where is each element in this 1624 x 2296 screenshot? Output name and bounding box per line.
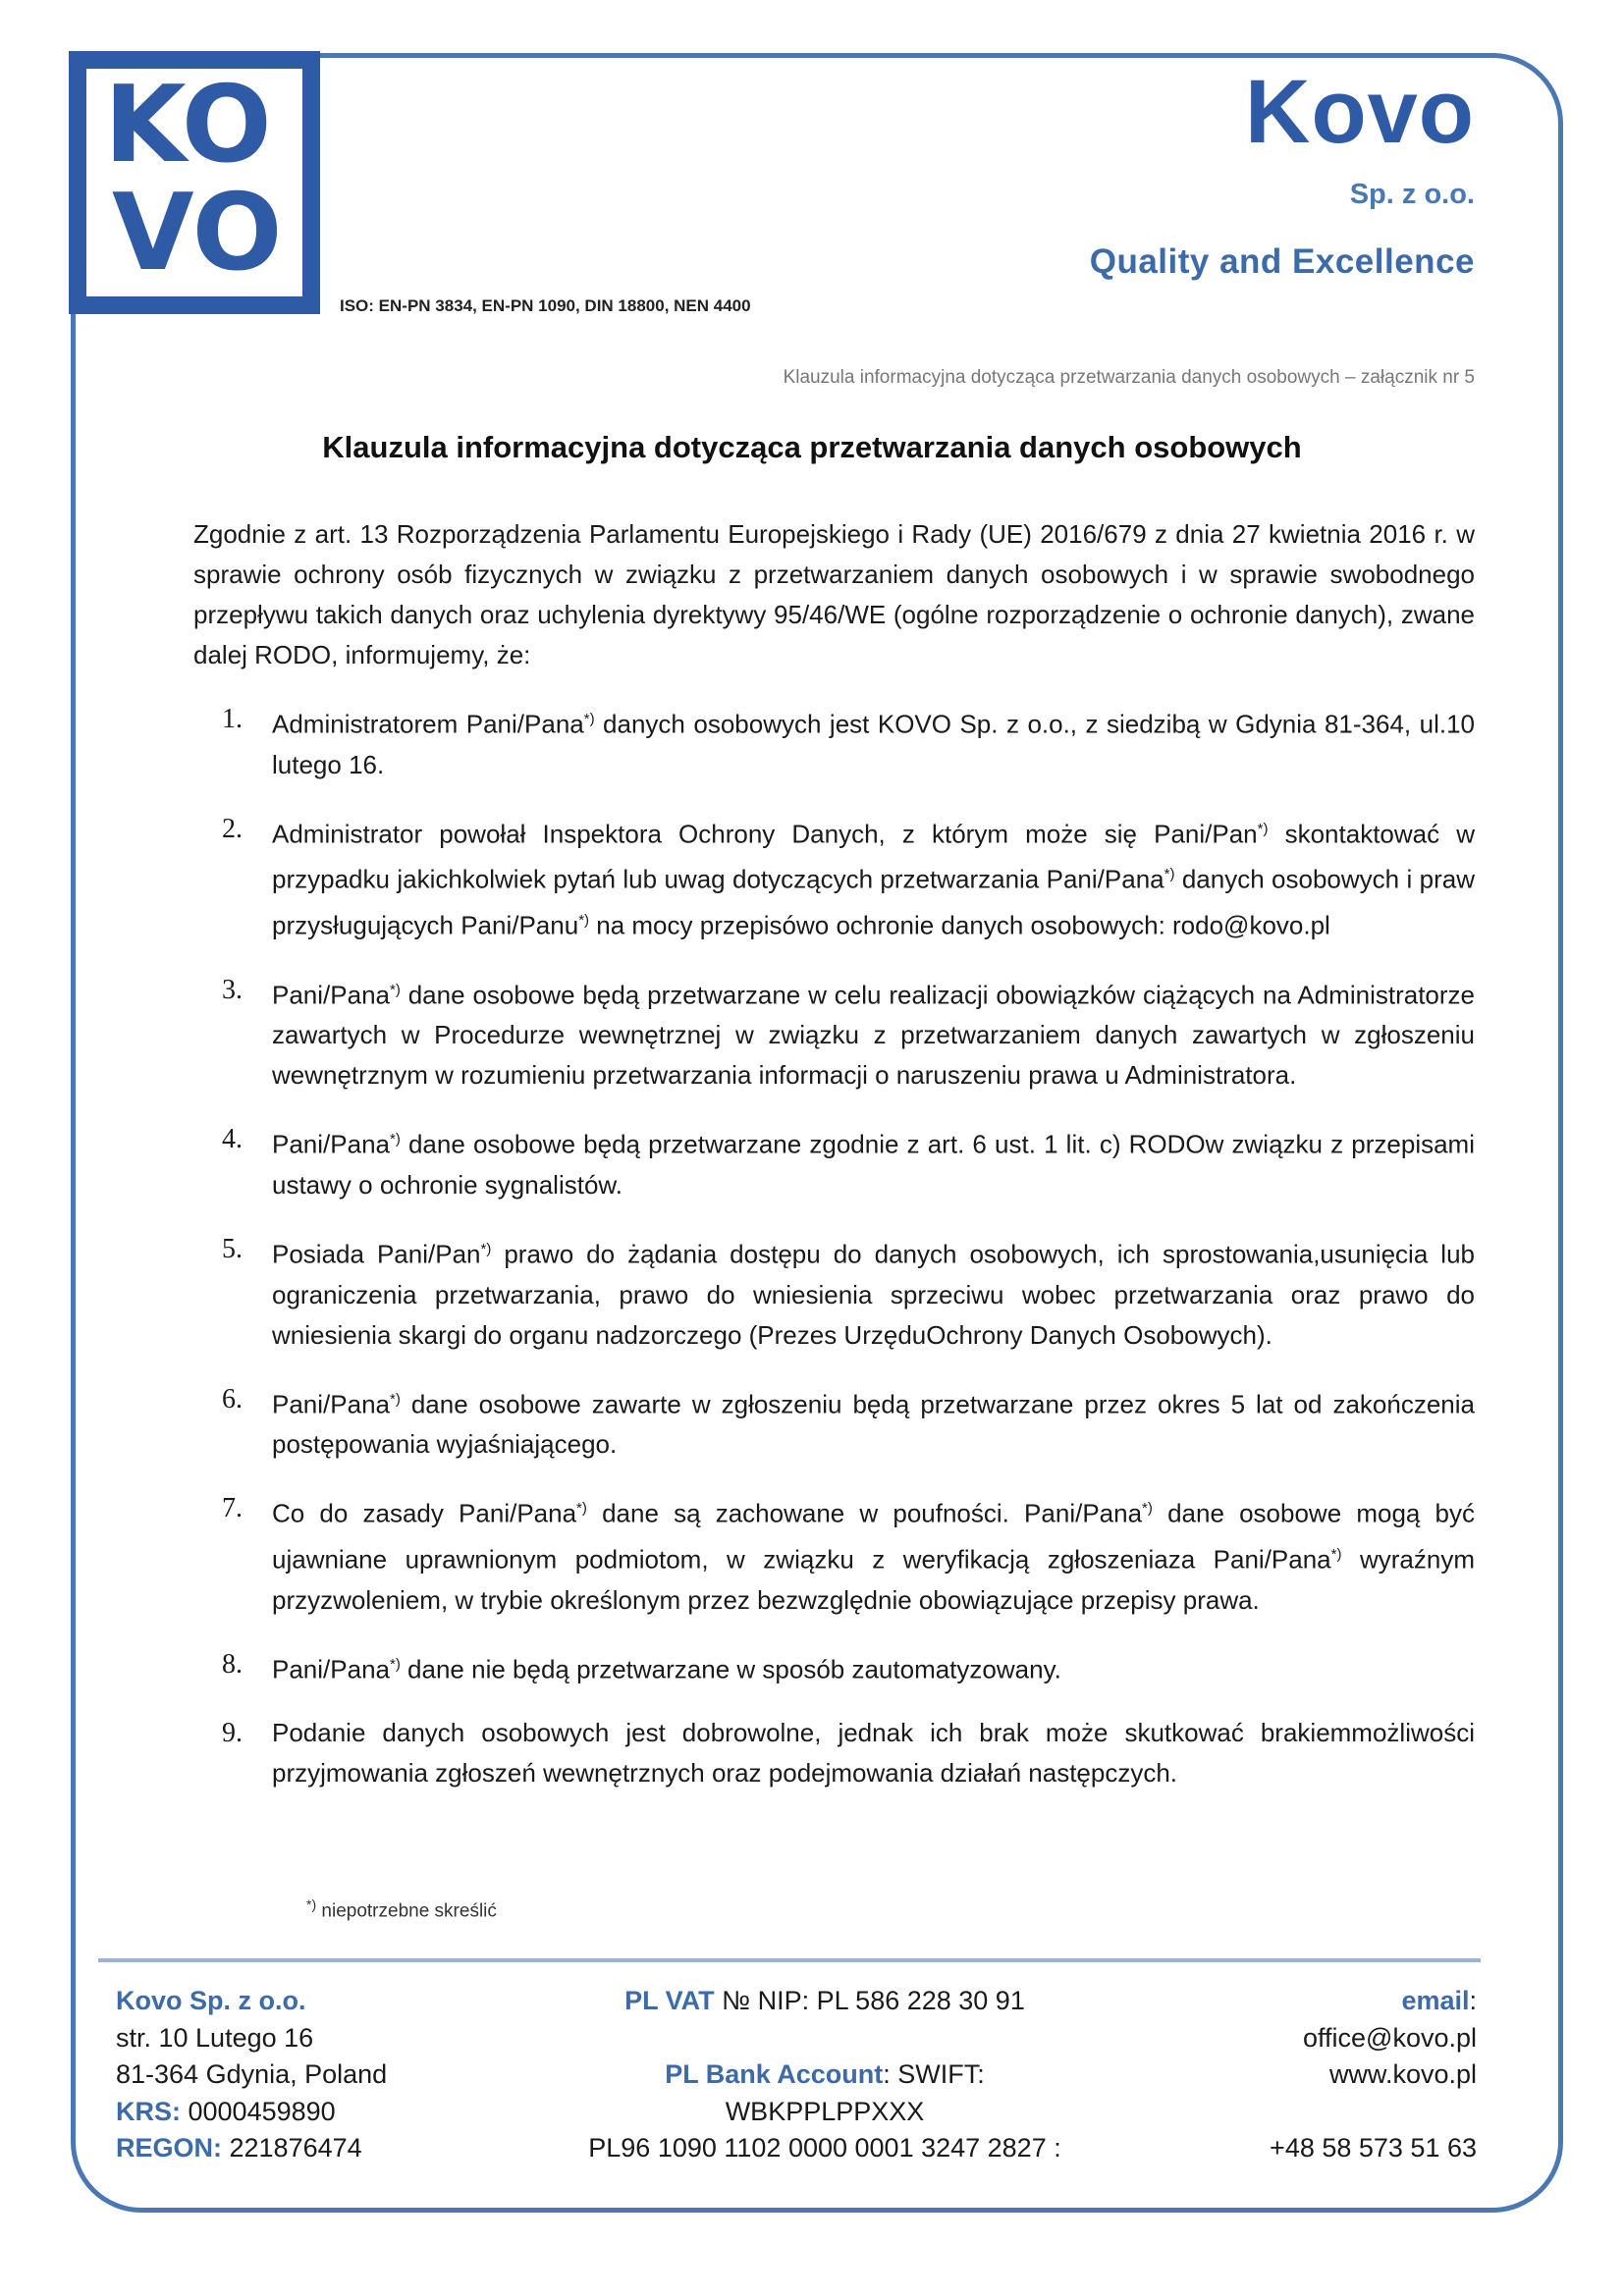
list-item [193, 1488, 1475, 1620]
item-text: dane osobowe zawarte w zgłoszeniu będą przetwarzane przez okres 5 lat od zakończenia postępowania wyjaśniającego. [272, 1389, 1475, 1460]
footer-phone: +48 58 573 51 63 [1270, 2133, 1477, 2163]
regon-value: 221876474 [222, 2133, 362, 2163]
footer-krs [116, 2094, 387, 2131]
krs-value: 0000459890 [181, 2096, 336, 2126]
item-text: dane osobowe mogą być ujawniane uprawnionym podmiotom, w związku z weryfikacją zgłoszeniaza Pani/Pana [272, 1498, 1475, 1575]
footer-divider [98, 1958, 1481, 1962]
logo-letters-bottom: VO [112, 172, 283, 294]
regon-label: REGON: [116, 2133, 222, 2163]
item-number: 4. [222, 1124, 243, 1155]
krs-label: KRS: [116, 2096, 181, 2126]
website-link[interactable]: www.kovo.pl [1328, 2059, 1477, 2089]
list-item [193, 1713, 1475, 1793]
brand-tagline: Quality and Excellence [1089, 242, 1475, 281]
list-item [193, 1379, 1475, 1466]
vat-value: № NIP: PL 586 228 30 91 [714, 1986, 1025, 2015]
footnote-mark: *) [389, 1131, 401, 1148]
footnote-mark: *) [389, 1390, 401, 1408]
item-text: na mocy przepisówo ochronie danych osobowych: rodo@kovo.pl [589, 910, 1330, 940]
footnote-mark: *) [1257, 820, 1269, 837]
footer-bank [579, 2056, 1070, 2130]
kovo-logo [69, 51, 320, 314]
footnote-mark: *) [480, 1240, 492, 1257]
footnote-mark: *) [1164, 866, 1175, 883]
item-text: danych osobowych i praw przysługujących Pani/Panu [272, 864, 1475, 940]
list-item [193, 1229, 1475, 1356]
footer-city: 81-364 Gdynia, Poland [116, 2059, 388, 2089]
item-number: 8. [222, 1648, 243, 1680]
footnote-mark: *) [1330, 1545, 1342, 1563]
clause-list [193, 699, 1475, 1817]
footnote-mark: *) [389, 981, 401, 998]
footnote-mark: *) [1142, 1500, 1153, 1518]
footer-address [116, 1983, 387, 2167]
footer-contact [1270, 1983, 1477, 2167]
item-text: dane nie będą przetwarzane w sposób zautomatyzowany. [400, 1654, 1061, 1684]
item-text: skontaktować w przypadku jakichkolwiek pytań lub uwag dotyczących przetwarzania Pani/Pana [272, 819, 1475, 894]
item-text: Administratorem Pani/Pana [272, 709, 584, 739]
footer-financial [579, 1983, 1070, 2167]
item-text: Pani/Pana [272, 1129, 390, 1159]
footer-regon [116, 2130, 387, 2167]
item-number: 1. [222, 704, 243, 734]
item-text: Pani/Pana [272, 980, 390, 1010]
item-text: Podanie danych osobowych jest dobrowolne, jednak ich brak może skutkować brakiemmożliwości przyjmowania zgłoszeń wewnętrznych oraz podejmowania działań następczych. [272, 1718, 1475, 1789]
footnote-mark: *) [578, 911, 590, 929]
attachment-note: Klauzula informacyjna dotycząca przetwarzania danych osobowych – załącznik nr 5 [783, 367, 1475, 388]
bank-label: PL Bank Account [665, 2059, 884, 2089]
item-number: 5. [222, 1233, 243, 1264]
brand-legal-form: Sp. z o.o. [1349, 179, 1475, 210]
document-title: Klauzula informacyjna dotycząca przetwarzania danych osobowych [322, 430, 1302, 464]
list-item [193, 970, 1475, 1096]
footer-street: str. 10 Lutego 16 [116, 2022, 314, 2053]
list-item [193, 1644, 1475, 1690]
footnote-text: niepotrzebne skreślić [316, 1900, 497, 1922]
item-text: prawo do żądania dostępu do danych osobowych, ich sprostowania,usunięcia lub ograniczenia przetwarzania, prawo do wniesienia sprzeciwu wobec przetwarzania oraz prawo do wniesienia skargi do organu nadzorczego (Prezes UrzęduOchrony Danych Osobowych). [272, 1239, 1475, 1350]
item-text: dane osobowe będą przetwarzane zgodnie z art. 6 ust. 1 lit. c) RODOw związku z przepisami ustawy o ochronie sygnalistów. [272, 1129, 1475, 1200]
item-text: Co do zasady Pani/Pana [272, 1498, 577, 1528]
item-text: danych osobowych jest KOVO Sp. z o.o., z siedzibą w Gdynia 81-364, ul.10 lutego 16. [272, 709, 1475, 779]
list-item [193, 809, 1475, 946]
item-number: 9. [222, 1718, 243, 1749]
item-text: Pani/Pana [272, 1654, 390, 1684]
footnote-mark: *) [306, 1896, 317, 1912]
footnote-mark: *) [389, 1655, 401, 1673]
company-brand [1089, 62, 1475, 282]
swift-value: : SWIFT: WBKPPLPPXXX [725, 2059, 985, 2126]
item-text: Pani/Pana [272, 1389, 390, 1419]
email-link[interactable]: office@kovo.pl [1302, 2022, 1477, 2053]
brand-name: Kovo [1245, 62, 1475, 162]
item-text: Posiada Pani/Pan [272, 1239, 481, 1269]
footer-iban: PL96 1090 1102 0000 0001 3247 2827 : [588, 2133, 1061, 2163]
footer-email-label [1270, 1983, 1477, 2020]
item-text: dane są zachowane w poufności. Pani/Pana [586, 1498, 1143, 1528]
email-label: email [1401, 1986, 1470, 2015]
item-number: 3. [222, 974, 243, 1005]
email-colon: : [1469, 1986, 1477, 2015]
item-number: 7. [222, 1493, 243, 1524]
list-item [193, 699, 1475, 785]
footnote-mark: *) [583, 711, 595, 727]
list-item [193, 1119, 1475, 1205]
footnote-mark: *) [576, 1500, 587, 1518]
intro-paragraph: Zgodnie z art. 13 Rozporządzenia Parlamentu Europejskiego i Rady (UE) 2016/679 z dnia 27 kwietnia 2016 r. w sprawie ochrony osób fizycznych w związku z przetwarzaniem danych osobowych i w sprawie swobodnego przepływu takich danych oraz uchylenia dyrektywy 95/46/WE (ogólne rozporządzenie o ochronie danych), zwane dalej RODO, informujemy, że: [193, 519, 1475, 669]
item-text: dane osobowe będą przetwarzane w celu realizacji obowiązków ciążących na Administratorze zawartych w Procedurze wewnętrznej w związku z przetwarzaniem danych zawartych w zgłoszeniu wewnętrznym w rozumieniu przetwarzania informacji o naruszeniu prawa u Administratora. [272, 980, 1475, 1091]
item-number: 6. [222, 1383, 243, 1415]
footer-company: Kovo Sp. z o.o. [116, 1986, 306, 2015]
footer-vat [579, 1983, 1070, 2020]
item-text: Administrator powołał Inspektora Ochrony Danych, z którym może się Pani/Pan [272, 819, 1258, 849]
item-number: 2. [222, 813, 243, 844]
logo-letters-top: KO [104, 64, 272, 187]
vat-label: PL VAT [624, 1986, 715, 2015]
item-text: wyraźnym przyzwoleniem, w trybie określonym przez bezwzględnie obowiązujące przepisy prawa. [272, 1544, 1475, 1615]
footnote [306, 1896, 497, 1922]
iso-certifications: ISO: EN-PN 3834, EN-PN 1090, DIN 18800, NEN 4400 [340, 296, 751, 315]
